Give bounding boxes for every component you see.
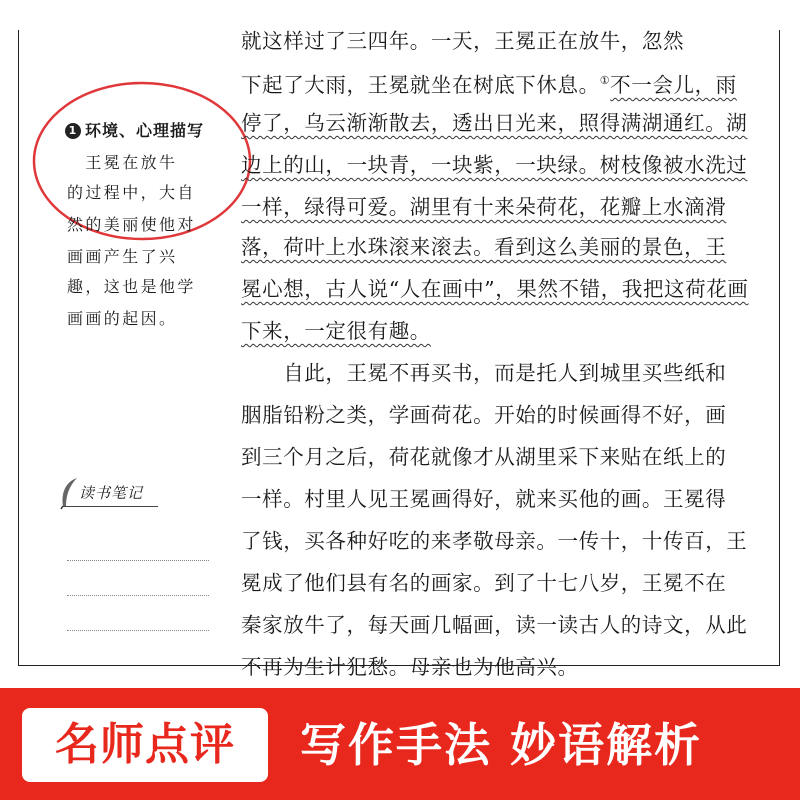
body-line-underlined: 冕心想，古人说“人在画中”，果然不错，我把这荷花画 — [241, 277, 749, 301]
note-title-text: 环境、心理描写 — [85, 121, 205, 140]
body-line: 胭脂铅粉之类，学画荷花。开始的时候画得不好，画 — [241, 403, 727, 427]
reading-notes-underline — [63, 506, 158, 507]
notes-dotted-line — [67, 560, 209, 561]
promo-banner — [0, 688, 800, 800]
quill-pen-icon — [57, 476, 81, 510]
body-line-text: 下起了大雨，王冕就坐在树底下休息。 — [241, 72, 600, 97]
body-line: 自此，王冕不再买书，而是托人到城里买些纸和 — [241, 361, 727, 385]
margin-note-title — [65, 118, 204, 141]
body-line-underlined: 一样，绿得可爱。湖里有十来朵荷花，花瓣上水滴滑 — [241, 195, 727, 219]
notes-dotted-line — [67, 595, 209, 596]
body-line-underlined: 下来，一定很有趣。 — [241, 319, 431, 343]
reading-notes-label: 读书笔记 — [79, 484, 144, 502]
body-line: 到三个月之后，荷花就像才从湖里采下来贴在纸上的 — [241, 445, 727, 469]
banner-badge: 名师点评 — [22, 708, 268, 782]
note-line: 然的美丽使他对 — [67, 215, 196, 234]
margin-column — [19, 30, 241, 665]
note-line: 画画产生了兴 — [67, 247, 178, 266]
annotation-marker: ① — [599, 74, 611, 87]
body-line: 冕成了他们县有名的画家。到了十七八岁，王冕不在 — [241, 571, 727, 595]
wavy-underlined-text: 不一会儿，雨 — [610, 72, 737, 97]
body-line: 就这样过了三四年。一天，王冕正在放牛，忽然 — [241, 29, 685, 53]
body-line-underlined: 停了，乌云渐渐散去，透出日光来，照得满湖通红。湖 — [241, 111, 748, 135]
banner-text: 写作手法 妙语解析 — [300, 718, 703, 772]
note-line: 的过程中，大自 — [67, 183, 196, 202]
body-line-underlined: 落，荷叶上水珠滚来滚去。看到这么美丽的景色，王 — [241, 235, 727, 259]
note-number-badge: 1 — [65, 123, 81, 139]
body-line — [241, 64, 781, 102]
body-line: 一样。村里人见王冕画得好，就来买他的画。王冕得 — [241, 487, 727, 511]
book-page — [18, 29, 780, 679]
body-line: 了钱，买各种好吃的来孝敬母亲。一传十，十传百，王 — [241, 529, 748, 553]
note-line: 趣，这也是他学 — [67, 277, 196, 296]
note-line: 王冕在放牛 — [67, 153, 178, 172]
note-line: 画画的起因。 — [67, 309, 178, 328]
body-line: 秦家放牛了，每天画几幅画，读一读古人的诗文，从此 — [241, 613, 748, 637]
notes-dotted-line — [67, 630, 209, 631]
body-line-underlined: 边上的山，一块青，一块紫，一块绿。树枝像被水洗过 — [241, 153, 748, 177]
body-line: 不再为生计犯愁。母亲也为他高兴。 — [241, 655, 579, 679]
